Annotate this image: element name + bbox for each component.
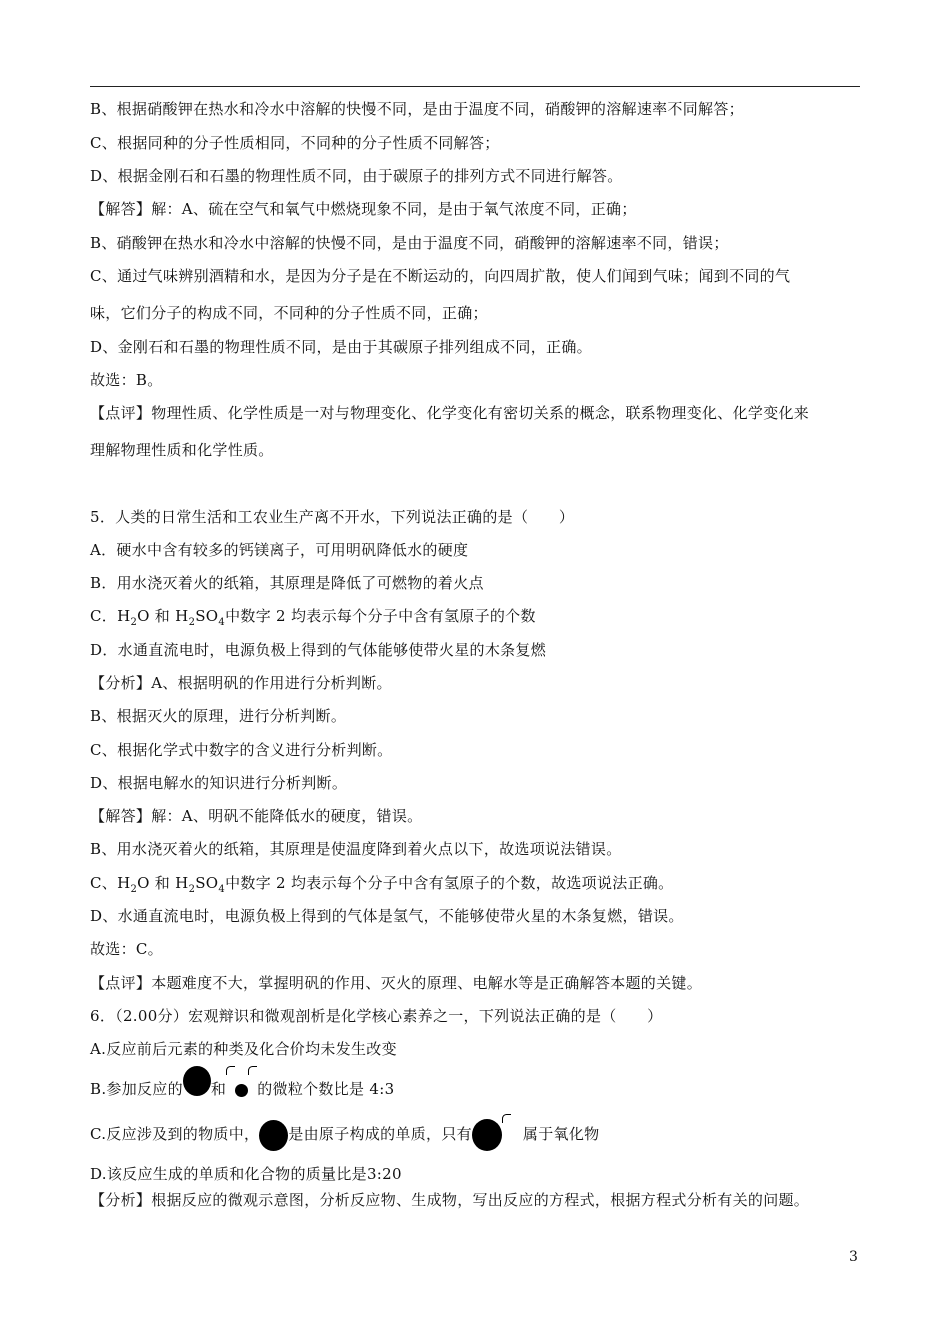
text-line: 【分析】A、根据明矾的作用进行分析判断。 xyxy=(90,674,392,692)
option-d: D.该反应生成的单质和化合物的质量比是3:20 xyxy=(90,1165,402,1183)
header-rule xyxy=(90,86,860,87)
large-atom-icon xyxy=(183,1066,211,1096)
option-c: C.反应涉及到的物质中， 是由原子构成的单质，只有 属于氧化物 xyxy=(90,1114,599,1154)
text-line: 【分析】根据反应的微观示意图，分析反应物、生成物，写出反应的方程式，根据方程式分析有关的问题。 xyxy=(90,1191,810,1209)
text-line: 理解物理性质和化学性质。 xyxy=(90,441,274,459)
molecule-bond-icon xyxy=(248,1066,257,1075)
option-b: B．用水浇灭着火的纸箱，其原理是降低了可燃物的着火点 xyxy=(90,574,484,592)
text-line: B、硝酸钾在热水和冷水中溶解的快慢不同，是由于温度不同，硝酸钾的溶解速率不同，错误； xyxy=(90,234,729,252)
option-c: C．$H_2O$ 和 $H_2SO_4$中数字 2 均表示每个分子中含有氢原子的个数 xyxy=(90,607,536,628)
question-6: 6．（2.00分）宏观辩识和微观剖析是化学核心素养之一，下列说法正确的是（ ） xyxy=(90,1007,663,1025)
option-b: B.参加反应的 和 的微粒个数比是 4:3 xyxy=(90,1066,394,1102)
text-line: B、用水浇灭着火的纸箱，其原理是使温度降到着火点以下，故选项说法错误。 xyxy=(90,840,622,858)
text-line: 故选：B。 xyxy=(90,371,163,389)
text-line: C、根据化学式中数字的含义进行分析判断。 xyxy=(90,741,393,759)
text-line: D、金刚石和石墨的物理性质不同，是由于其碳原子排列组成不同，正确。 xyxy=(90,338,592,356)
option-a: A.反应前后元素的种类及化合价均未发生改变 xyxy=(90,1040,397,1058)
text-line: 【解答】解：A、明矾不能降低水的硬度，错误。 xyxy=(90,807,423,825)
option-d: D．水通直流电时，电源负极上得到的气体能够使带火星的木条复燃 xyxy=(90,641,547,659)
text-line: 【点评】物理性质、化学性质是一对与物理变化、化学变化有密切关系的概念，联系物理变化、化学变化来 xyxy=(90,404,810,422)
text-line: D、根据金刚石和石墨的物理性质不同，由于碳原子的排列方式不同进行解答。 xyxy=(90,167,623,185)
text-line: 味，它们分子的构成不同，不同种的分子性质不同，正确； xyxy=(90,304,488,322)
small-atom-icon xyxy=(235,1084,248,1097)
text-line: 【解答】解：A、硫在空气和氧气中燃烧现象不同，是由于氧气浓度不同，正确； xyxy=(90,200,637,218)
text-line: D、根据电解水的知识进行分析判断。 xyxy=(90,774,348,792)
text-line: 【点评】本题难度不大，掌握明矾的作用、灭火的原理、电解水等是正确解答本题的关键。 xyxy=(90,974,703,992)
text-line: C、根据同种的分子性质相同，不同种的分子性质不同解答； xyxy=(90,134,500,152)
text-line: C、$H_2O$ 和 $H_2SO_4$中数字 2 均表示每个分子中含有氢原子的个数，故选项说法正确。 xyxy=(90,874,674,895)
text-line: B、根据灭火的原理，进行分析判断。 xyxy=(90,707,347,725)
text-line: C、通过气味辨别酒精和水，是因为分子是在不断运动的，向四周扩散，使人们闻到气味；闻到不同的气 xyxy=(90,267,791,285)
oxide-molecule-icon xyxy=(472,1119,502,1151)
molecule-bond-icon xyxy=(502,1114,511,1123)
page-number: 3 xyxy=(849,1249,858,1265)
text-line: B、根据硝酸钾在热水和冷水中溶解的快慢不同，是由于温度不同，硝酸钾的溶解速率不同解答； xyxy=(90,100,744,118)
question-5: 5．人类的日常生活和工农业生产离不开水，下列说法正确的是（ ） xyxy=(90,508,575,526)
text-line: 故选：C。 xyxy=(90,940,163,958)
molecule-bond-icon xyxy=(226,1066,235,1075)
large-atom-icon xyxy=(259,1120,288,1151)
option-a: A．硬水中含有较多的钙镁离子，可用明矾降低水的硬度 xyxy=(90,541,469,559)
text-line: D、水通直流电时，电源负极上得到的气体是氢气，不能够使带火星的木条复燃，错误。 xyxy=(90,907,684,925)
